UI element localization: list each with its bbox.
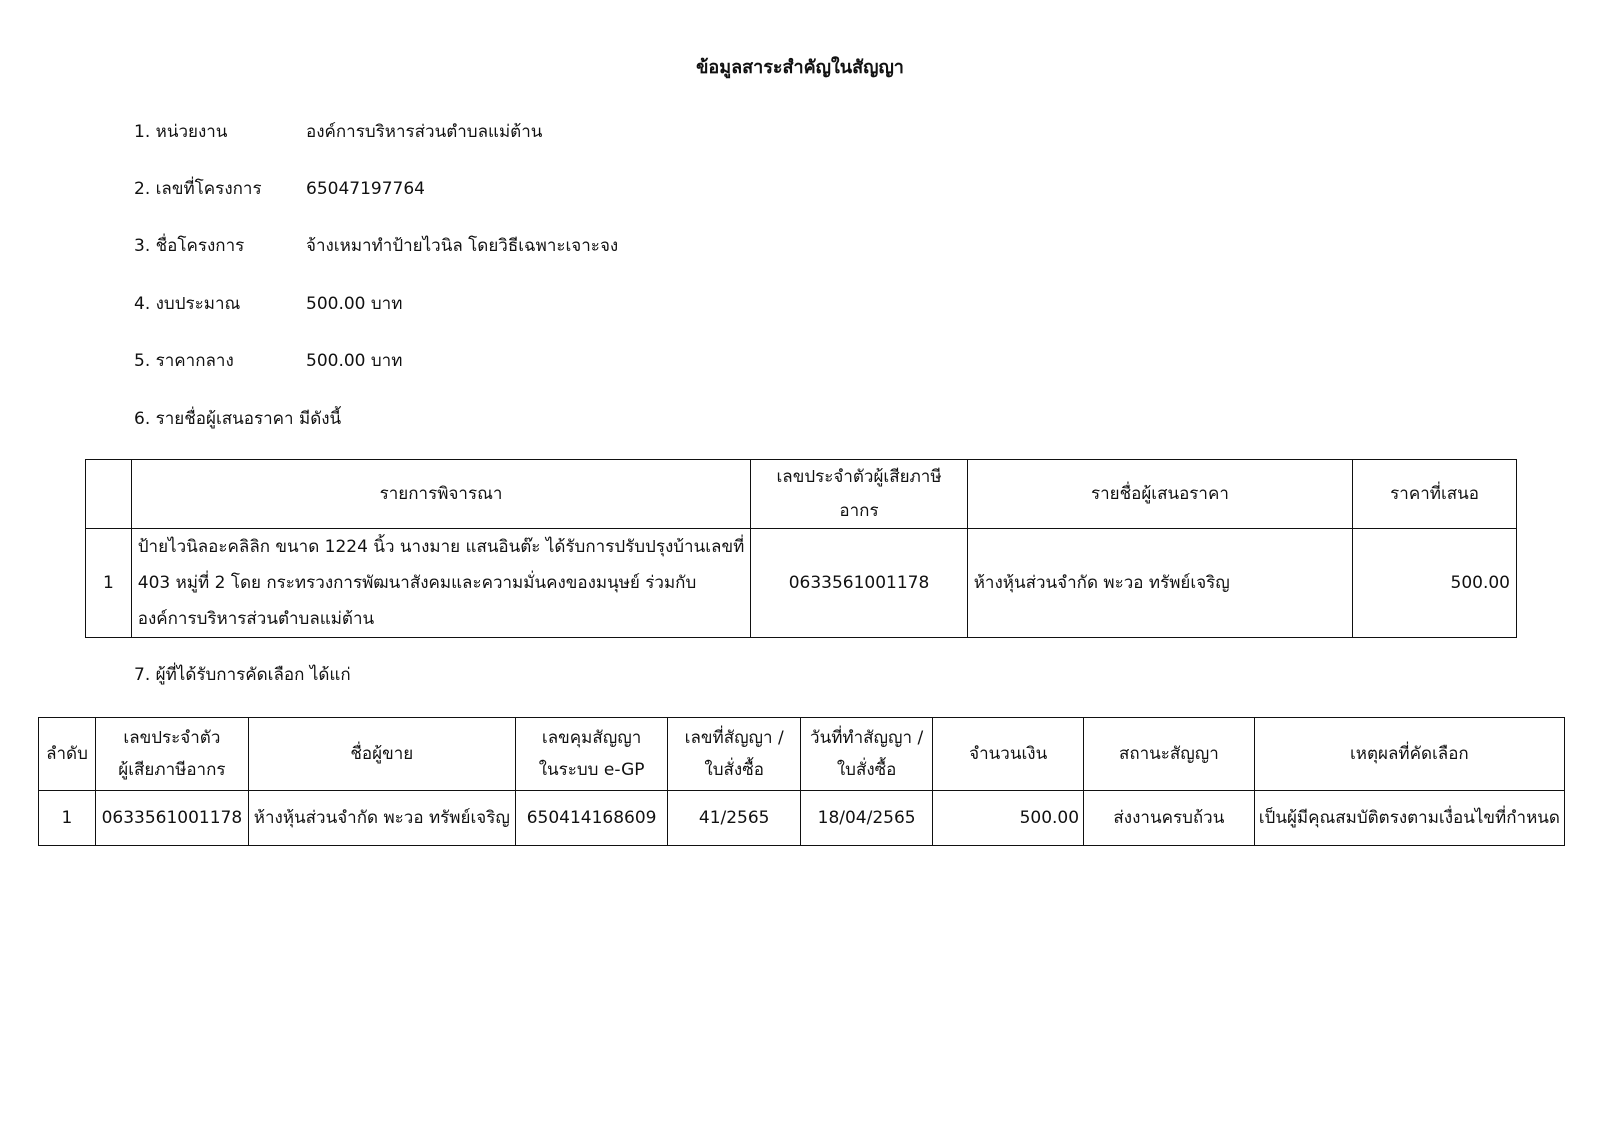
tax-id-cell: 0633561001178 [751, 529, 967, 638]
amount-cell: 500.00 [933, 791, 1084, 846]
selected-vendor-table [38, 717, 1565, 846]
info-label: 2. เลขที่โครงการ [134, 179, 262, 199]
bidders-table [85, 459, 1517, 638]
selected-section-label: 7. ผู้ที่ได้รับการคัดเลือก ได้แก่ [134, 665, 351, 685]
header-line: ลำดับ [46, 744, 88, 764]
item-line: 403 หมู่ที่ 2 โดย กระทรวงการพัฒนาสังคมและความมั่นคงของมนุษย์ ร่วมกับ [137, 573, 697, 593]
header-cell [1084, 718, 1255, 791]
egp-control-number-cell: 650414168609 [515, 791, 668, 846]
header-cell [86, 460, 132, 529]
header-line: ชื่อผู้ขาย [350, 744, 414, 764]
header-line: ใบสั่งซื้อ [704, 760, 764, 780]
header-cell [515, 718, 668, 791]
header-cell: ราคาที่เสนอ [1353, 460, 1517, 529]
header-line: เลขคุมสัญญา [541, 728, 642, 748]
table-row [39, 791, 1565, 846]
contract-date-cell: 18/04/2565 [800, 791, 932, 846]
item-description [131, 529, 751, 638]
item-line: องค์การบริหารส่วนตำบลแม่ต้าน [137, 609, 375, 629]
item-line: ป้ายไวนิลอะคลิลิก ขนาด 1224 นิ้ว นางมาย แสนอินต๊ะ ได้รับการปรับปรุงบ้านเลขที่ [137, 537, 745, 557]
header-line: สถานะสัญญา [1118, 744, 1219, 764]
header-cell [95, 718, 248, 791]
info-label: 1. หน่วยงาน [134, 122, 228, 142]
header-line: วันที่ทำสัญญา / [810, 728, 924, 748]
header-cell: รายการพิจารณา [131, 460, 751, 529]
bidders-section-label: 6. รายชื่อผู้เสนอราคา มีดังนี้ [134, 409, 342, 429]
info-value: 500.00 บาท [306, 351, 403, 371]
tax-id-cell: 0633561001178 [95, 791, 248, 846]
header-line: ผู้เสียภาษีอากร [118, 760, 226, 780]
seller-name-cell: ห้างหุ้นส่วนจำกัด พะวอ ทรัพย์เจริญ [248, 791, 515, 846]
info-value: 500.00 บาท [306, 294, 403, 314]
contract-number-cell: 41/2565 [668, 791, 801, 846]
table-row [86, 529, 1517, 638]
bidder-name-cell: ห้างหุ้นส่วนจำกัด พะวอ ทรัพย์เจริญ [967, 529, 1352, 638]
header-cell [933, 718, 1084, 791]
header-cell [800, 718, 932, 791]
header-line: เลขที่สัญญา / [684, 728, 784, 748]
header-cell: รายชื่อผู้เสนอราคา [967, 460, 1352, 529]
header-cell: เลขประจำตัวผู้เสียภาษีอากร [751, 460, 967, 529]
header-line: ใบสั่งซื้อ [836, 760, 897, 780]
header-line: จำนวนเงิน [969, 744, 1048, 764]
row-number: 1 [39, 791, 96, 846]
row-number: 1 [86, 529, 132, 638]
info-label: 5. ราคากลาง [134, 351, 234, 371]
selection-reason-cell: เป็นผู้มีคุณสมบัติตรงตามเงื่อนไขที่กำหนด [1254, 791, 1564, 846]
info-label: 4. งบประมาณ [134, 294, 241, 314]
offered-price-cell: 500.00 [1353, 529, 1517, 638]
document-title: ข้อมูลสาระสำคัญในสัญญา [696, 57, 904, 78]
info-value: 65047197764 [306, 179, 425, 199]
table-header-row [39, 718, 1565, 791]
header-line: เลขประจำตัว [123, 728, 221, 748]
header-cell [248, 718, 515, 791]
header-line: เหตุผลที่คัดเลือก [1349, 744, 1469, 764]
info-label: 3. ชื่อโครงการ [134, 236, 245, 256]
info-value: องค์การบริหารส่วนตำบลแม่ต้าน [306, 122, 543, 142]
info-value: จ้างเหมาทำป้ายไวนิล โดยวิธีเฉพาะเจาะจง [306, 236, 619, 256]
header-cell [668, 718, 801, 791]
contract-status-cell: ส่งงานครบถ้วน [1084, 791, 1255, 846]
header-cell [1254, 718, 1564, 791]
header-line: ในระบบ e-GP [538, 760, 645, 780]
header-cell [39, 718, 96, 791]
table-header-row [86, 460, 1517, 529]
